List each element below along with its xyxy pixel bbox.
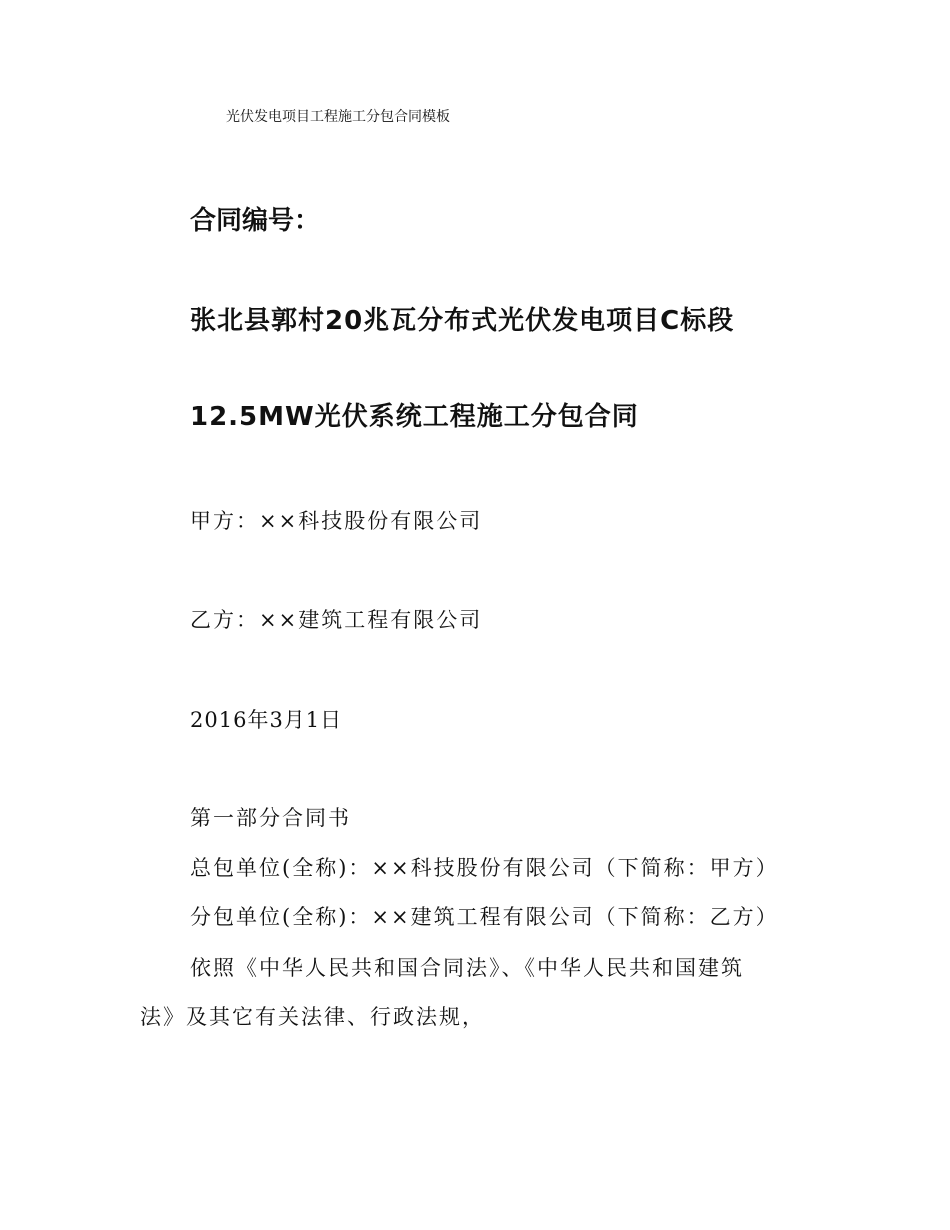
general-contractor-line: 总包单位(全称)：××科技股份有限公司（下简称：甲方）	[190, 856, 779, 880]
contract-date: 2016年3月1日	[190, 708, 343, 732]
contract-number-label: 合同编号：	[190, 206, 321, 236]
legal-basis-line-2: 法》及其它有关法律、行政法规，	[140, 1005, 485, 1029]
party-b: 乙方：××建筑工程有限公司	[190, 608, 483, 632]
subcontractor-line: 分包单位(全称)：××建筑工程有限公司（下简称：乙方）	[190, 905, 779, 929]
section-title: 第一部分合同书	[190, 806, 351, 830]
document-header-title: 光伏发电项目工程施工分包合同模板	[226, 109, 450, 125]
party-a: 甲方：××科技股份有限公司	[190, 509, 483, 533]
legal-basis-line-1: 依照《中华人民共和国合同法》、《中华人民共和国建筑	[190, 956, 744, 980]
contract-title-line-2: 12.5MW光伏系统工程施工分包合同	[190, 402, 639, 432]
contract-title-line-1: 张北县郭村20兆瓦分布式光伏发电项目C标段	[190, 306, 735, 336]
